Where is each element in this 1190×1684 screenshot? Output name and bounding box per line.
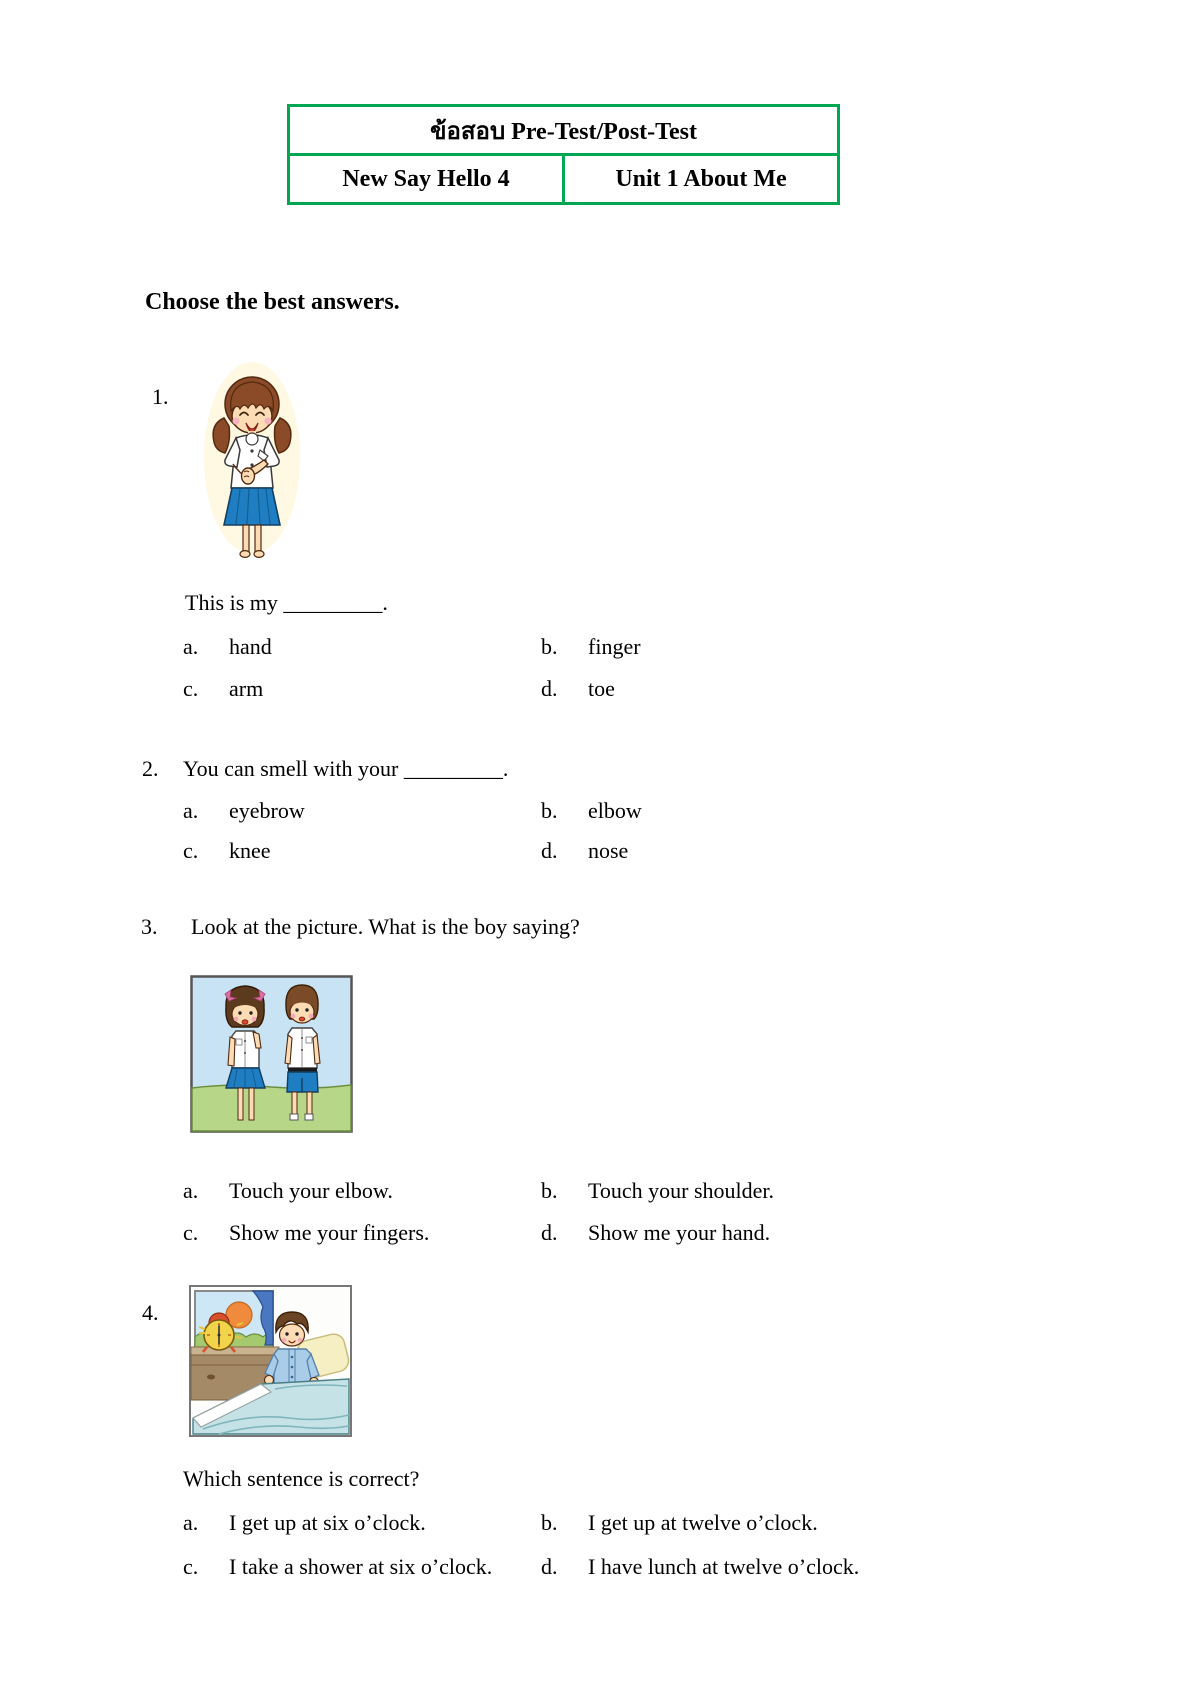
q4-option-b-letter: b. [541, 1510, 558, 1535]
q3-option-a-label: Touch your elbow. [229, 1178, 393, 1203]
q4-option-b-label: I get up at twelve o’clock. [588, 1510, 818, 1535]
q3-option-c-label: Show me your fingers. [229, 1220, 430, 1245]
question-2-stem: You can smell with your _________. [183, 756, 509, 781]
boy-waking-up-in-bed-picture [189, 1285, 352, 1437]
question-4-stem: Which sentence is correct? [183, 1466, 420, 1491]
q2-option-d-letter: d. [541, 838, 558, 863]
q1-option-d-letter: d. [541, 676, 558, 701]
question-1-stem: This is my _________. [185, 590, 388, 615]
q1-option-d-label: toe [588, 676, 615, 701]
q1-option-b-letter: b. [541, 634, 558, 659]
q1-option-a-label: hand [229, 634, 272, 659]
unit-title: Unit 1 About Me [615, 165, 787, 192]
question-3-number: 3. [141, 914, 158, 939]
q4-option-d-label: I have lunch at twelve o’clock. [588, 1554, 860, 1579]
q3-option-b-label: Touch your shoulder. [588, 1178, 775, 1203]
q2-option-d-label: nose [588, 838, 629, 863]
q4-option-a-letter: a. [183, 1510, 199, 1535]
q3-option-d-label: Show me your hand. [588, 1220, 771, 1245]
q4-option-c-letter: c. [183, 1554, 199, 1579]
q2-option-a-label: eyebrow [229, 798, 305, 823]
q3-option-c-letter: c. [183, 1220, 199, 1245]
q1-option-c-letter: c. [183, 676, 199, 701]
q3-option-d-letter: d. [541, 1220, 558, 1245]
q4-option-a-label: I get up at six o’clock. [229, 1510, 426, 1535]
q3-option-b-letter: b. [541, 1178, 558, 1203]
question-4-number: 4. [142, 1300, 159, 1325]
schoolgirl-showing-arm-illustration [202, 358, 302, 563]
q3-option-a-letter: a. [183, 1178, 199, 1203]
q2-option-b-letter: b. [541, 798, 558, 823]
instruction-heading: Choose the best answers. [145, 289, 400, 315]
question-1-number: 1. [152, 384, 169, 409]
q4-option-c-label: I take a shower at six o’clock. [229, 1554, 493, 1579]
q2-option-c-letter: c. [183, 838, 199, 863]
q4-option-d-letter: d. [541, 1554, 558, 1579]
q1-option-c-label: arm [229, 676, 264, 701]
q2-option-a-letter: a. [183, 798, 199, 823]
book-title: New Say Hello 4 [290, 156, 565, 202]
q2-option-b-label: elbow [588, 798, 642, 823]
q1-option-b-label: finger [588, 634, 641, 659]
q2-option-c-label: knee [229, 838, 271, 863]
header-table [287, 104, 840, 205]
q1-option-a-letter: a. [183, 634, 199, 659]
question-2-number: 2. [142, 756, 159, 781]
question-3-stem: Look at the picture. What is the boy saying? [191, 914, 580, 939]
test-title: ข้อสอบ Pre-Test/Post-Test [290, 107, 837, 156]
girl-and-boy-in-uniform-picture [190, 975, 353, 1133]
